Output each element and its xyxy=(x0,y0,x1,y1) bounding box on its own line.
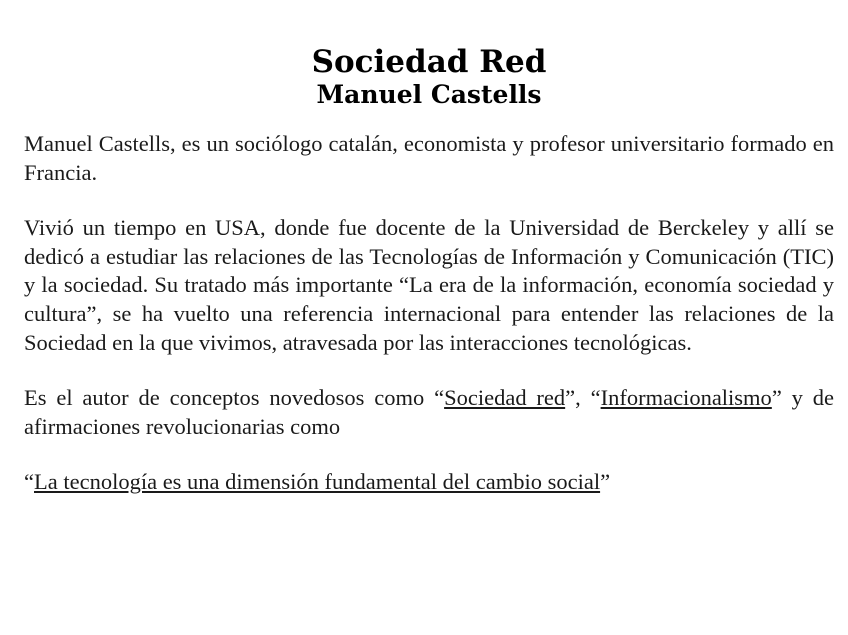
term-sociedad-red: Sociedad red xyxy=(444,385,566,411)
quote-open-mark: “ xyxy=(24,469,34,495)
concepts-separator-text: ”, “ xyxy=(565,385,601,411)
quote-close-mark: ” xyxy=(600,469,611,495)
concepts-intro-text: Es el autor de conceptos novedosos como “ xyxy=(24,385,445,411)
document-title: Sociedad Red xyxy=(311,44,547,80)
document-page xyxy=(24,44,834,497)
quote-text: La tecnología es una dimensión fundamental del cambio social xyxy=(34,469,601,495)
term-informacionalismo: Informacionalismo xyxy=(600,385,772,411)
concepts-outro-text: ” y de afirmaciones revolucionarias como xyxy=(24,385,834,439)
paragraph-concepts xyxy=(24,384,834,441)
quote-paragraph xyxy=(24,468,834,497)
paragraph-biography: Manuel Castells, es un sociólogo catalán, economista y profesor universitario formado en Francia. xyxy=(24,131,834,185)
paragraph-career: Vivió un tiempo en USA, donde fue docente de la Universidad de Berckeley y allí se dedicó a estudiar las relaciones de las Tecnologías de Información y Comunicación (TIC) y la sociedad. Su tratado más importante “La era de la información, economía sociedad y cultura”, se ha vuelto una referencia internacional para entender las relaciones de la Sociedad en la que vivimos, atravesada por las interacciones tecnológicas. xyxy=(24,215,834,355)
document-subtitle: Manuel Castells xyxy=(316,80,542,109)
